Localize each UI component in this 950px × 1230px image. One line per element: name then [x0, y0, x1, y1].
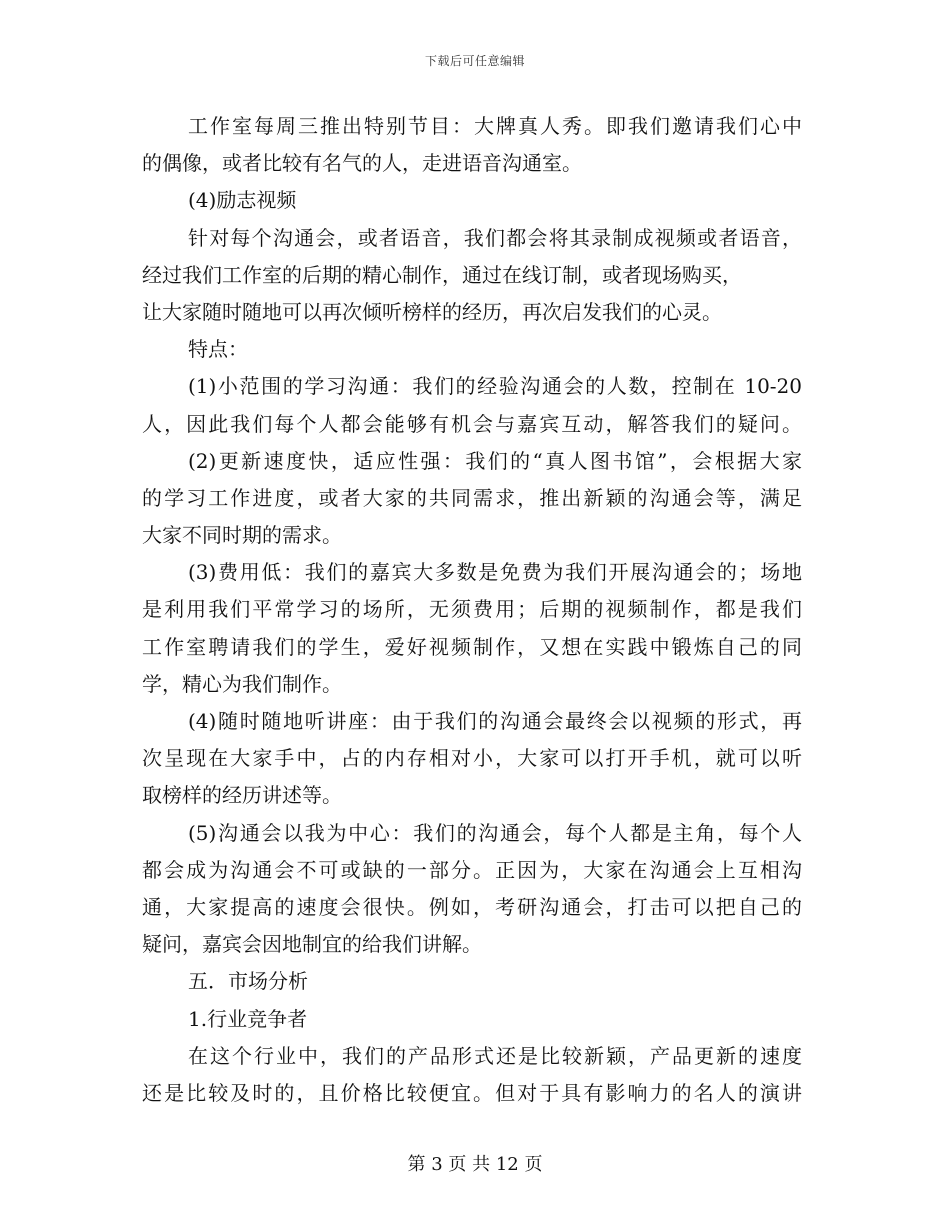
- paragraph-line: 针对每个沟通会，或者语音，我们都会将其录制成视频或者语音，: [188, 225, 802, 250]
- paragraph-line: 让大家随时随地可以再次倾听榜样的经历，再次启发我们的心灵。: [142, 299, 722, 324]
- section-heading: 1.行业竞争者: [188, 1006, 308, 1031]
- paragraph-line: 的偶像，或者比较有名气的人，走进语音沟通室。: [142, 151, 582, 176]
- paragraph-line: 是利用我们平常学习的场所，无须费用；后期的视频制作，都是我们: [142, 597, 802, 622]
- paragraph-line: 次呈现在大家手中，占的内存相对小，大家可以打开手机，就可以听: [142, 746, 802, 771]
- section-heading: (4)励志视频: [188, 188, 297, 213]
- paragraph-line: 工作室每周三推出特别节目：大牌真人秀。即我们邀请我们心中: [188, 114, 802, 138]
- paragraph-line: 的学习工作进度，或者大家的共同需求，推出新颖的沟通会等，满足: [142, 485, 802, 510]
- paragraph-line: 大家不同时期的需求。: [142, 523, 342, 548]
- paragraph-line: 疑问，嘉宾会因地制宜的给我们讲解。: [142, 932, 482, 957]
- paragraph-line: 经过我们工作室的后期的精心制作，通过在线订制，或者现场购买，: [142, 262, 742, 287]
- paragraph-line: (5)沟通会以我为中心：我们的沟通会，每个人都是主角，每个人: [188, 820, 802, 845]
- page-header: 下载后可任意编辑: [424, 54, 525, 68]
- page-number: 第 3 页 共 12 页: [407, 1154, 543, 1175]
- section-heading: 特点：: [188, 337, 248, 362]
- paragraph-line: 都会成为沟通会不可或缺的一部分。正因为，大家在沟通会上互相沟: [142, 857, 802, 882]
- paragraph-line: 取榜样的经历讲述等。: [142, 783, 342, 808]
- paragraph-line: (4)随时随地听讲座：由于我们的沟通会最终会以视频的形式，再: [188, 709, 802, 733]
- paragraph-line: (3)费用低：我们的嘉宾大多数是免费为我们开展沟通会的；场地: [188, 560, 802, 585]
- paragraph-line: 通，大家提高的速度会很快。例如，考研沟通会，打击可以把自己的: [142, 894, 802, 919]
- paragraph-line: 工作室聘请我们的学生，爱好视频制作，又想在实践中锻炼自己的同: [142, 634, 802, 659]
- paragraph-line: 学，精心为我们制作。: [142, 671, 342, 696]
- paragraph-line: 在这个行业中，我们的产品形式还是比较新颖，产品更新的速度: [188, 1043, 802, 1068]
- paragraph-line: 人，因此我们每个人都会能够有机会与嘉宾互动，解答我们的疑问。: [142, 411, 802, 436]
- paragraph-line: (2)更新速度快，适应性强：我们的“真人图书馆”，会根据大家: [188, 448, 802, 473]
- paragraph-line: 还是比较及时的，且价格比较便宜。但对于具有影响力的名人的演讲: [142, 1080, 802, 1105]
- section-heading: 五．市场分析: [188, 969, 308, 994]
- paragraph-line: (1)小范围的学习沟通：我们的经验沟通会的人数，控制在 10-20: [188, 374, 802, 399]
- document-body: [142, 108, 802, 1112]
